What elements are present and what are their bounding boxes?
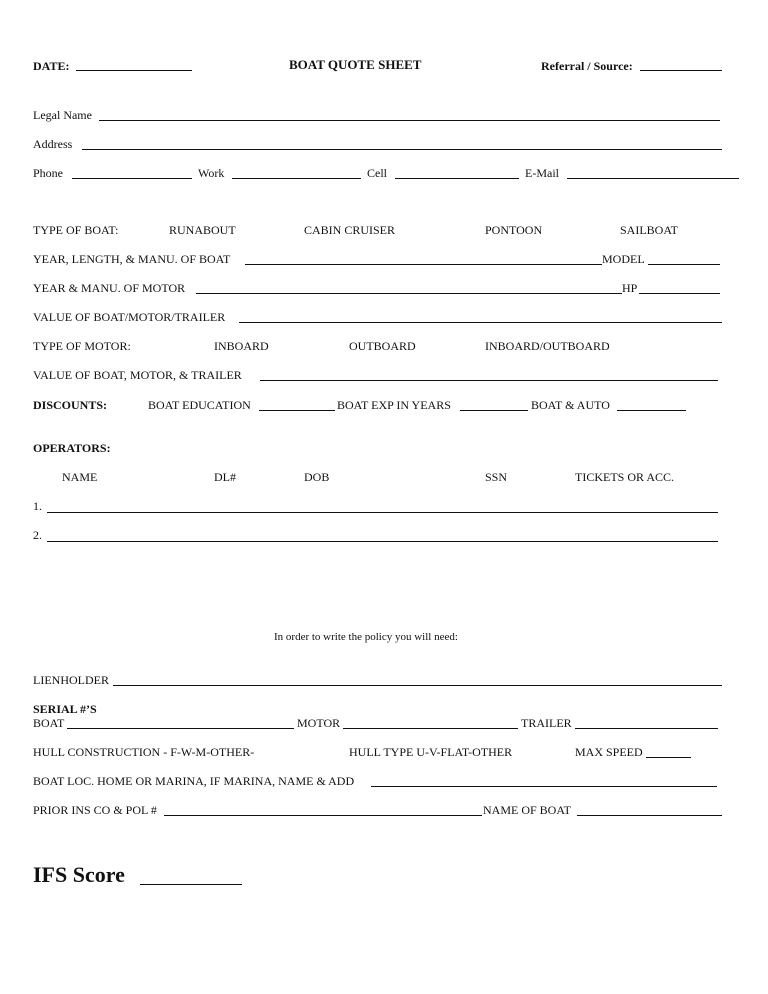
cell-field[interactable] [395,178,519,179]
serial-boat-label: BOAT [33,716,65,730]
motor-type-inboard-outboard[interactable]: INBOARD/OUTBOARD [485,339,610,353]
boat-loc-label: BOAT LOC. HOME OR MARINA, IF MARINA, NAME & ADD [33,774,355,788]
operators-col-dob: DOB [304,470,330,484]
policy-note: In order to write the policy you will need: [274,631,458,643]
name-of-boat-label: NAME OF BOAT [483,803,572,817]
motor-type-outboard[interactable]: OUTBOARD [349,339,416,353]
name-of-boat-field[interactable] [577,815,722,816]
operators-label: OPERATORS: [33,441,111,455]
hp-field[interactable] [639,293,720,294]
max-speed-label: MAX SPEED [575,745,643,759]
referral-field[interactable] [640,70,722,71]
value-2-field[interactable] [260,380,718,381]
boat-education-field[interactable] [259,410,335,411]
motor-type-inboard[interactable]: INBOARD [214,339,269,353]
legal-name-field[interactable] [99,120,720,121]
operator-row-1-field[interactable] [47,512,718,513]
ifs-score-label: IFS Score [33,862,125,887]
operators-col-tickets: TICKETS OR ACC. [575,470,675,484]
hull-type-label: HULL TYPE U-V-FLAT-OTHER [349,745,513,759]
value-1-label: VALUE OF BOAT/MOTOR/TRAILER [33,310,226,324]
boat-type-pontoon[interactable]: PONTOON [485,223,543,237]
motor-type-label: TYPE OF MOTOR: [33,339,131,353]
lienholder-label: LIENHOLDER [33,673,109,687]
boat-type-label: TYPE OF BOAT: [33,223,119,237]
operators-col-dl: DL# [214,470,236,484]
year-manu-motor-label: YEAR & MANU. OF MOTOR [33,281,186,295]
value-2-label: VALUE OF BOAT, MOTOR, & TRAILER [33,368,242,382]
hull-construction-label: HULL CONSTRUCTION - F-W-M-OTHER- [33,745,255,759]
ifs-score-field[interactable] [140,884,242,885]
operator-row-1-label: 1. [33,499,42,513]
serial-boat-field[interactable] [67,728,294,729]
operator-row-2-field[interactable] [47,541,718,542]
phone-label: Phone [33,166,63,180]
serial-motor-field[interactable] [343,728,518,729]
date-label: DATE: [33,59,70,73]
serial-trailer-label: TRAILER [521,716,572,730]
legal-name-label: Legal Name [33,108,92,122]
email-label: E-Mail [525,166,559,180]
phone-field[interactable] [72,178,192,179]
boat-exp-field[interactable] [460,410,528,411]
operator-row-2-label: 2. [33,528,42,542]
boat-type-runabout[interactable]: RUNABOUT [169,223,236,237]
serial-motor-label: MOTOR [297,716,341,730]
year-length-manu-label: YEAR, LENGTH, & MANU. OF BOAT [33,252,231,266]
discounts-label: DISCOUNTS: [33,398,108,412]
work-field[interactable] [232,178,361,179]
address-label: Address [33,137,73,151]
model-field[interactable] [648,264,720,265]
work-label: Work [198,166,225,180]
hp-label: HP [622,281,638,295]
address-field[interactable] [82,149,722,150]
email-field[interactable] [567,178,739,179]
operators-col-ssn: SSN [485,470,508,484]
boat-type-sailboat[interactable]: SAILBOAT [620,223,679,237]
referral-label: Referral / Source: [541,59,633,73]
serial-label: SERIAL #’S [33,702,97,716]
value-1-field[interactable] [239,322,722,323]
boat-auto-label: BOAT & AUTO [531,398,610,412]
boat-type-cabin-cruiser[interactable]: CABIN CRUISER [304,223,396,237]
prior-ins-label: PRIOR INS CO & POL # [33,803,157,817]
boat-exp-label: BOAT EXP IN YEARS [337,398,451,412]
year-manu-motor-field[interactable] [196,293,622,294]
page-title: BOAT QUOTE SHEET [289,57,422,72]
prior-ins-field[interactable] [164,815,482,816]
lienholder-field[interactable] [113,685,722,686]
year-length-manu-field[interactable] [245,264,602,265]
date-field[interactable] [76,70,192,71]
boat-loc-field[interactable] [371,786,717,787]
boat-auto-field[interactable] [617,410,686,411]
max-speed-field[interactable] [646,757,691,758]
boat-education-label: BOAT EDUCATION [148,398,251,412]
model-label: MODEL [602,252,645,266]
serial-trailer-field[interactable] [575,728,718,729]
operators-col-name: NAME [62,470,98,484]
cell-label: Cell [367,166,387,180]
